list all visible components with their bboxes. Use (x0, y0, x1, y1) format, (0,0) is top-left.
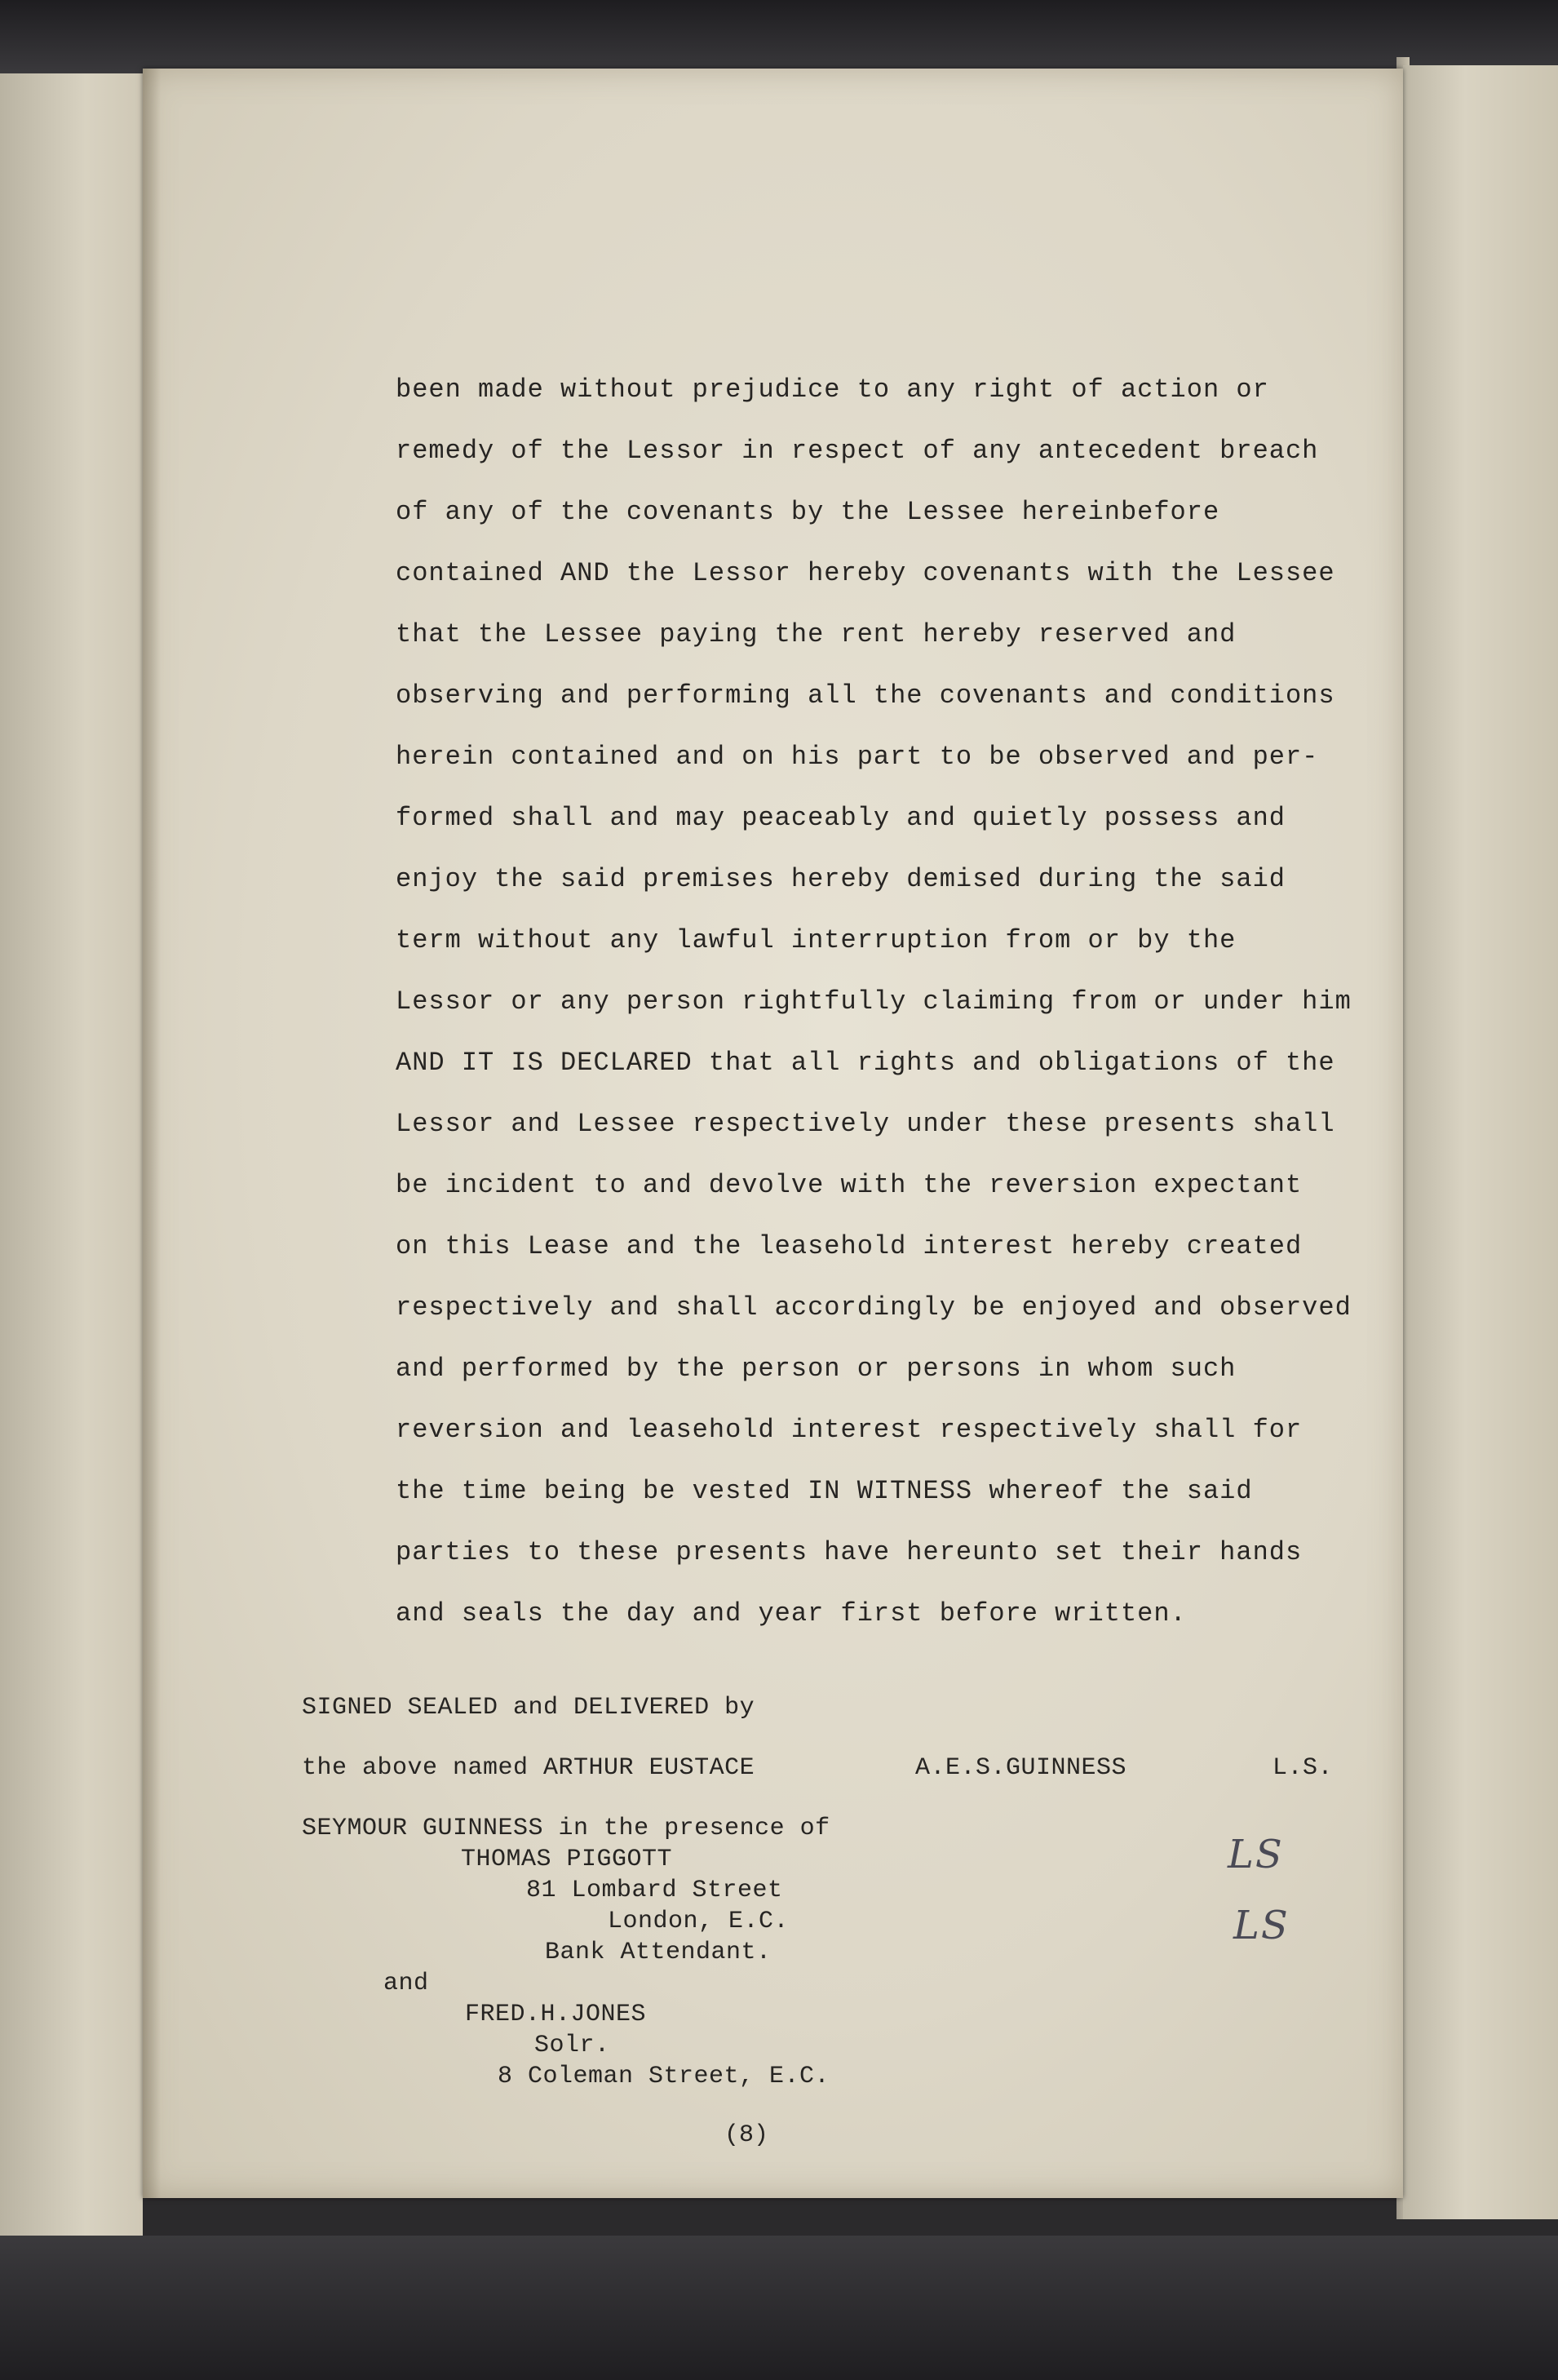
witness1-address2: London, E.C. (608, 1908, 790, 1935)
body-line: observing and performing all the covenants and conditions (396, 680, 1335, 711)
lease-body-text (396, 374, 1358, 1659)
witness2-name: FRED.H.JONES (465, 2001, 647, 2028)
body-line: be incident to and devolve with the reversion expectant (396, 1170, 1303, 1200)
body-line: herein contained and on his part to be observed and per- (396, 742, 1319, 772)
signed-sealed-line: SIGNED SEALED and DELIVERED by (302, 1694, 755, 1722)
body-line: contained AND the Lessor hereby covenants with the Lessee (396, 558, 1335, 588)
body-line: Lessor or any person rightfully claiming from or under him (396, 986, 1352, 1017)
body-line: reversion and leasehold interest respectively shall for (396, 1415, 1303, 1445)
body-line: and seals the day and year first before written. (396, 1598, 1187, 1629)
right-underlying-page (1403, 65, 1558, 2219)
book-cover-top (0, 0, 1558, 73)
body-line: term without any lawful interruption from or by the (396, 925, 1237, 955)
witness2-occupation: Solr. (534, 2032, 610, 2059)
body-line: parties to these presents have hereunto set their hands (396, 1537, 1303, 1567)
body-line: been made without prejudice to any right of action or (396, 375, 1269, 405)
handwritten-ls-mark: LS (1228, 1832, 1284, 1877)
page-gutter-shadow (143, 69, 161, 2198)
witness2-address: 8 Coleman Street, E.C. (498, 2063, 830, 2090)
body-line: Lessor and Lessee respectively under these presents shall (396, 1109, 1335, 1139)
seal-label: L.S. (1273, 1754, 1334, 1782)
witness1-name: THOMAS PIGGOTT (461, 1846, 673, 1873)
witness1-occupation: Bank Attendant. (545, 1939, 772, 1966)
presence-line: SEYMOUR GUINNESS in the presence of (302, 1815, 830, 1842)
left-facing-page (0, 73, 143, 2244)
body-line: respectively and shall accordingly be enjoyed and observed (396, 1292, 1352, 1323)
body-line: that the Lessee paying the rent hereby reserved and (396, 619, 1237, 649)
page-number: (8) (724, 2121, 769, 2149)
body-line: of any of the covenants by the Lessee hereinbefore (396, 497, 1220, 527)
body-line: and performed by the person or persons in whom such (396, 1354, 1237, 1384)
body-line: formed shall and may peaceably and quietly possess and (396, 803, 1286, 833)
body-line: the time being be vested IN WITNESS whereof the said (396, 1476, 1253, 1506)
body-line: on this Lease and the leasehold interest hereby created (396, 1231, 1303, 1261)
body-line: AND IT IS DECLARED that all rights and obligations of the (396, 1048, 1335, 1078)
handwritten-ls-mark: LS (1233, 1903, 1290, 1948)
body-line: remedy of the Lessor in respect of any antecedent breach (396, 436, 1319, 466)
above-named-line: the above named ARTHUR EUSTACE (302, 1754, 755, 1782)
book-cover-bottom (0, 2236, 1558, 2380)
witness1-address1: 81 Lombard Street (526, 1877, 783, 1904)
and-label: and (383, 1970, 429, 1997)
body-line: enjoy the said premises hereby demised during the said (396, 864, 1286, 894)
signatory-name: A.E.S.GUINNESS (915, 1754, 1127, 1782)
